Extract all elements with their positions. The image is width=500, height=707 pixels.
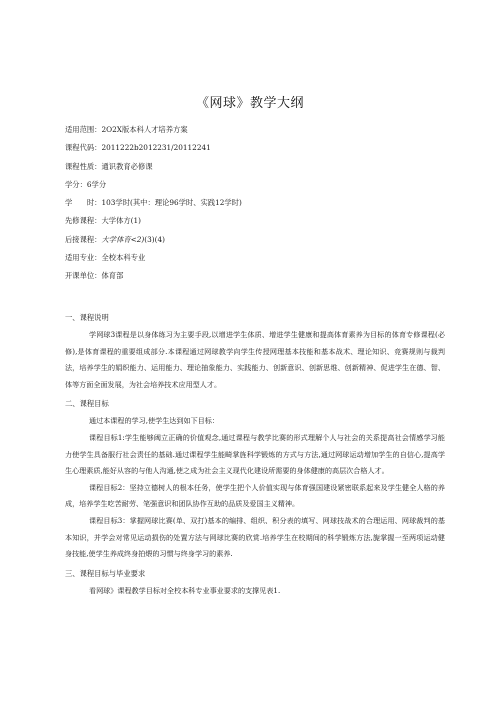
section-3-heading: 三、课程目标与毕业要求 <box>65 568 146 578</box>
section-2-heading: 二、课程目标 <box>65 399 109 409</box>
info-unit: 开课单位：体育部 <box>65 271 124 281</box>
section-1-heading: 一、课程说明 <box>65 313 109 322</box>
section-2-goal-1: 课程目标1:学生能够阈立正确的价值观念,通过课程与教学比赛的形式理解个人与社会的关系提高社会情感学习能力使学生具备服行社会责任的基础.通过课程学生能畸掌旌科学锻炼的方式与方法,通过网球运动增加学生的自信心,提高学生心理素质,能好从容的与他人沟通,使之成为社会主义现代化建设所需要的身体健康的高层次合格人才。 <box>65 432 445 476</box>
document-body <box>65 311 445 599</box>
info-follow-up <box>65 231 445 249</box>
info-scope: 适用范围：2O2X版本科人才培养方案 <box>65 125 188 134</box>
info-hours: 学 时：103学时(其中：理论96学时、实践12学时) <box>65 198 242 208</box>
info-major: 适用专业：全校本科专业 <box>65 253 146 263</box>
info-follow-up-italic: 大学体育<2) <box>101 234 145 244</box>
info-prerequisite: 先修课程：大学体方(1) <box>65 216 142 226</box>
info-course-code: 课程代码：2011222b2012231/20112241 <box>65 143 211 153</box>
course-info-block <box>65 121 445 286</box>
info-course-nature: 课程性质：通识教育必修课 <box>65 161 153 171</box>
document-title: 《网球》教学大纲 <box>195 96 304 111</box>
section-1-paragraph: 学网球3课程是以身体练习为主要手段,以增进学生体质、增进学生健康和提高体育素养为目标的体育专修课程(必修),是体育课程的重要组成部分.本课程通过网球教学向学生传授网理基本技能和基本战术、理论知识、竞赛规则与裁判法，培养学生的娟织能力、运用能力、理论抽象能力、实践能力、创新意识、创新思维、创新精神、促进学生在德、智、体等方面全面发展，为社会培养技术应用型人才。 <box>65 330 445 389</box>
info-follow-up-rest: (3)(4) <box>144 234 165 244</box>
section-2-intro: 通过本课程的学习,使学生达到如下目标： <box>89 416 219 426</box>
info-follow-up-label: 后接课程： <box>65 234 102 244</box>
section-3-paragraph: 看网球》课程教学目标对全校本科专业事业要求的支撑见表1. <box>89 585 281 595</box>
section-2-goal-3: 课程目标3：掌握网球比赛(单、双打)基本的编排、组织、积分表的填写、网球技战术的合理运用、网球裁判的基本知识，并学会对常见运动损伤的处置方法与网球比赛的欣赏.培养学生在校期间的科学锻炼方法,旎掌握一至两项运动健身技能,使学生养成终身拍煨的习惯与终身学习的素养. <box>65 515 445 559</box>
section-2-goal-2: 课程目标2：坚持立德树人的根本任务，使学生把个人价值实现与体育强国建设紧密联系起来及学生健全人格的养成，培养学生吃苦耐劳、笔强意识和团队协作互助的品质及爱国主义精神。 <box>65 482 445 509</box>
info-credits: 学分：6学分 <box>65 179 107 189</box>
